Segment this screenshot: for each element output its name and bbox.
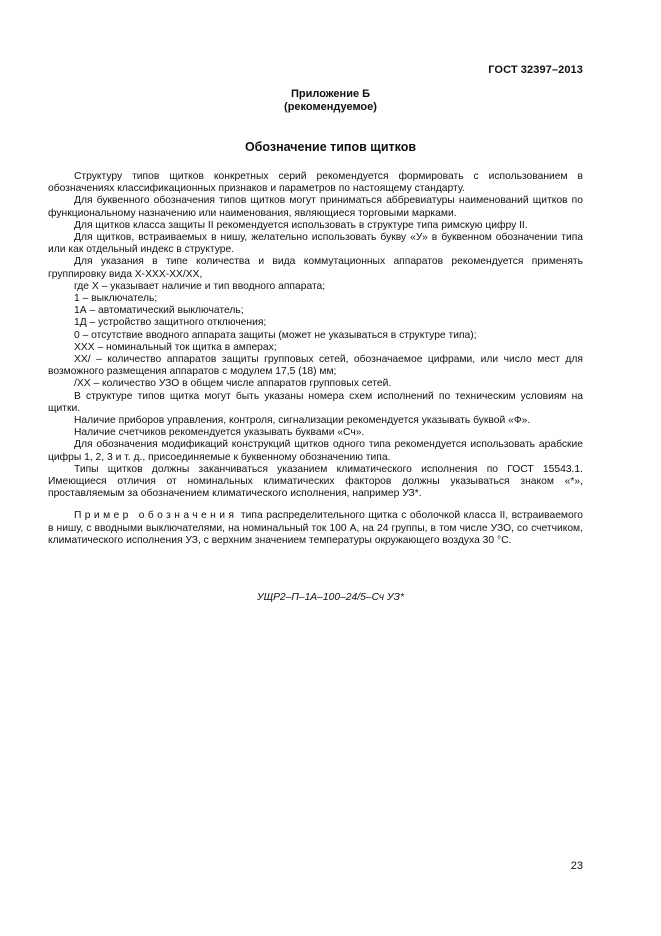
list-item: 0 – отсутствие вводного аппарата защиты (может не указываться в структуре типа);	[74, 329, 477, 341]
annex-title: Приложение Б	[290, 88, 371, 100]
list-item: ХХХ – номинальный ток щитка в амперах;	[74, 341, 277, 353]
paragraph: Наличие счетчиков рекомендуется указывать буквами «Сч».	[74, 427, 365, 439]
page-number: 23	[570, 860, 583, 872]
annex-status: (рекомендуемое)	[284, 100, 377, 113]
example-paragraph	[48, 510, 583, 547]
example-text: типа распределительного щитка с оболочкой класса II, встраиваемого в нишу, с вводными выключателями, на номинальный ток 100 А, на 24 группы, в том числе УЗО, со счетчиком, климатического исполнения УЗ, с верхним значением температуры окружающего воздуха 30 °С.	[48, 510, 583, 546]
section-title: Обозначение типов щитков	[244, 140, 417, 154]
document-body	[48, 171, 583, 557]
paragraph: Типы щитков должны заканчиваться указанием климатического исполнения по ГОСТ 15543.1. Имеющиеся отличия от номинальных климатических факторов должны указываться знаком «*», проставляемым за обозначением климатического исполнения, например УЗ*.	[48, 463, 583, 500]
example-formula: УЩР2–П–1А–100–24/5–Сч УЗ*	[256, 592, 404, 603]
list-item: где Х – указывает наличие и тип вводного аппарата;	[74, 280, 326, 292]
list-item: 1А – автоматический выключатель;	[74, 305, 244, 317]
paragraph: Для обозначения модификаций конструкций щитков одного типа рекомендуется использовать арабские цифры 1, 2, 3 и т. д., присоединяемые к буквенному обозначению типа.	[48, 439, 583, 463]
paragraph: Для буквенного обозначения типов щитков могут приниматься аббревиатуры наименований щитков по функциональному назначению или наименования, являющиеся торговыми марками.	[48, 195, 583, 219]
annex-heading	[0, 88, 661, 113]
paragraph: Для указания в типе количества и вида коммутационных аппаратов рекомендуется применять группировку вида Х-ХХХ-ХХ/ХХ,	[48, 256, 583, 280]
paragraph: Для щитков класса защиты II рекомендуется использовать в структуре типа римскую цифру II.	[74, 219, 528, 231]
standard-header: ГОСТ 32397–2013	[488, 64, 583, 76]
paragraph: Структуру типов щитков конкретных серий рекомендуется формировать с использованием в обозначениях классификационных признаков и параметров по настоящему стандарту.	[48, 171, 583, 195]
paragraph: Для щитков, встраиваемых в нишу, желательно использовать букву «У» в буквенном обозначении типа или как отдельный индекс в структуре.	[48, 232, 583, 256]
list-item: ХХ/ – количество аппаратов защиты групповых сетей, обозначаемое цифрами, или число мест для возможного размещения аппаратов с модулем 17,5 (18) мм;	[48, 354, 583, 378]
paragraph: В структуре типов щитка могут быть указаны номера схем исполнений по техническим условиям на щитки.	[48, 390, 583, 414]
paragraph: Наличие приборов управления, контроля, сигнализации рекомендуется указывать буквой «Ф».	[74, 415, 531, 427]
list-item: 1Д – устройство защитного отключения;	[74, 317, 267, 329]
list-item: 1 – выключатель;	[74, 293, 158, 305]
example-lead: Пример обозначения	[74, 510, 238, 522]
list-item: /ХХ – количество УЗО в общем числе аппаратов групповых сетей.	[74, 378, 392, 390]
